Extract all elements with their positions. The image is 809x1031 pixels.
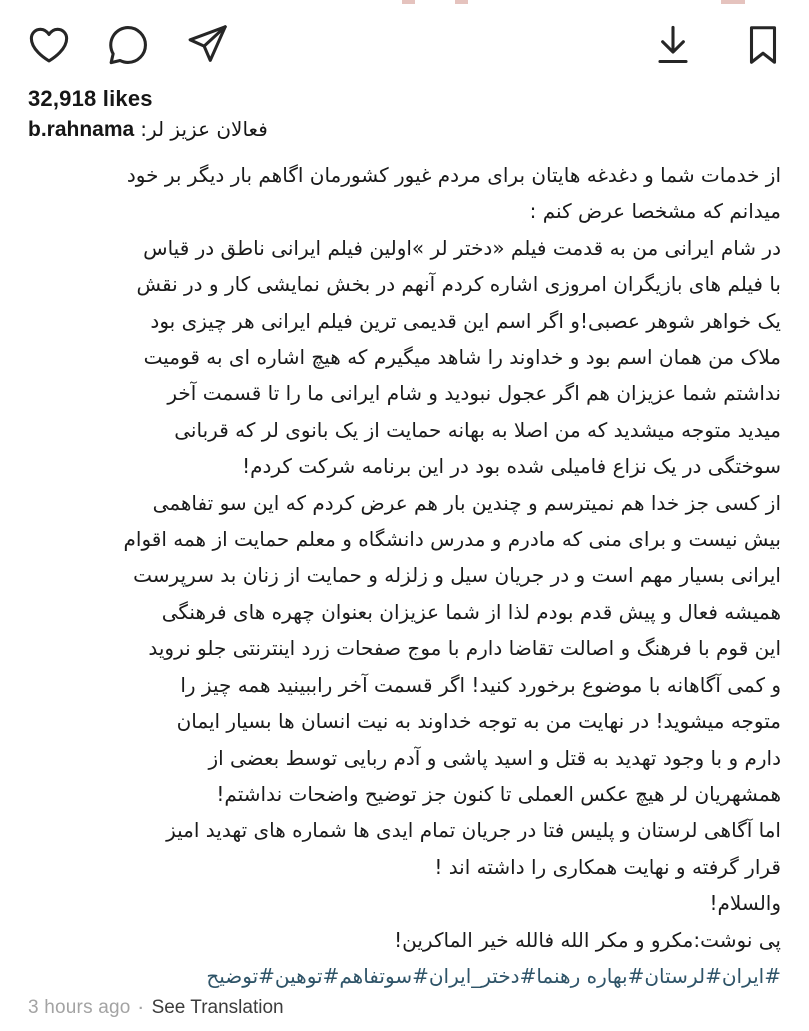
crop-artifact (721, 0, 745, 4)
heart-icon (26, 22, 72, 68)
caption-line: نداشتم شما عزیزان هم اگر عجول نبودید و شام ایرانی ما را تا قسمت آخر (167, 381, 781, 406)
bookmark-icon (740, 22, 786, 68)
caption-byline (28, 117, 268, 142)
caption-line: بیش نیست و برای منی که مادرم و مدرس دانشگاه و معلم حمایت از همه اقوام (123, 527, 781, 552)
crop-artifact (402, 0, 415, 4)
download-arrow-icon (650, 22, 696, 68)
caption-line: والسلام! (709, 891, 781, 916)
caption-line: همیشه فعال و پیش قدم بودم لذا از شما عزیزان بعنوان چهره های فرهنگی (161, 599, 781, 624)
crop-artifact (455, 0, 468, 4)
caption-line: دارم و با وجود تهدید به قتل و اسید پاشی و آدم ربایی توسط بعضی از (208, 745, 781, 770)
share-button[interactable] (183, 20, 231, 70)
hashtags-links[interactable]: #ایران#لرستان#بهاره رهنما#دختر_ایران#سوتفاهم#توهین#توضیح (206, 963, 781, 988)
action-bar-left (25, 20, 231, 70)
caption-line: همشهریان لر هیچ عکس العملی تا کنون جز توضیح واضحات نداشتم! (216, 781, 781, 806)
caption-line: از خدمات شما و دغدغه هایتان برای مردم غیور کشورمان اگاهم بار دیگر بر خود (126, 163, 781, 187)
caption-line: ایرانی بسیار مهم است و در جریان سیل و زلزله و حمایت از زنان بد سرپرست (133, 563, 781, 588)
username-link[interactable]: b.rahnama (28, 118, 135, 141)
caption-line: پی نوشت:مکرو و مکر الله فالله خیر الماکرین! (394, 927, 781, 952)
dot-separator: · (138, 999, 144, 1017)
like-button[interactable] (25, 20, 73, 70)
caption-line: از کسی جز خدا هم نمیترسم و چندین بار هم عرض کردم که این سو تفاهمی (152, 490, 781, 515)
caption-line: ملاک من همان اسم بود و خداوند را شاهد میگیرم که هیچ اشاره ای به قومیت (143, 345, 781, 370)
comment-bubble-icon (105, 22, 151, 68)
paper-plane-icon (184, 22, 230, 68)
download-button[interactable] (649, 20, 697, 70)
caption-line: و کمی آگاهانه با موضوع برخورد کنید! اگر قسمت آخر راببینید همه چیز را (180, 672, 781, 697)
caption-text (18, 157, 781, 994)
see-translation-link[interactable]: See Translation (151, 997, 284, 1018)
caption-line: در شام ایرانی من به قدمت فیلم «دختر لر »اولین فیلم ایرانی ناطق در قیاس (143, 235, 781, 260)
caption-line: یک خواهر شوهر عصبی!و اگر اسم این قدیمی ترین فیلم ایرانی هر چیزی بود (150, 308, 781, 333)
caption-line: با فیلم های بازیگران امروزی اشاره کردم آنهم در بخش نمایشی کار و در نقش (136, 272, 781, 297)
caption-line: این قوم با فرهنگ و اصالت تقاضا دارم با موج صفحات زرد اینترنتی جلو نروید (148, 636, 781, 661)
caption-lead-text: فعالان عزیز لر: (140, 117, 268, 141)
caption-line: سوختگی در یک نزاع فامیلی شده بود در این برنامه شرکت کردم! (242, 454, 781, 479)
caption-line: متوجه میشوید! در نهایت من به توجه خداوند به نیت انسان ها بسیار ایمان (176, 709, 781, 734)
comment-button[interactable] (104, 20, 152, 70)
post-action-bar (25, 20, 787, 70)
caption-line: میدید متوجه میشدید که من اصلا به بهانه حمایت از یک بانوی لر که قربانی (174, 417, 781, 442)
likes-count[interactable]: 32,918 likes (28, 86, 153, 111)
caption-line: میدانم که مشخصا عرض کنم : (529, 199, 781, 224)
caption-line: اما آگاهی لرستان و پلیس فتا در جریان تمام ایدی ها شماره های تهدید امیز (166, 818, 781, 843)
post-footer (28, 997, 284, 1019)
caption-line: قرار گرفته و نهایت همکاری را داشته اند ! (434, 854, 781, 879)
timestamp: 3 hours ago (28, 997, 131, 1018)
action-bar-right (649, 20, 787, 70)
save-button[interactable] (739, 20, 787, 70)
